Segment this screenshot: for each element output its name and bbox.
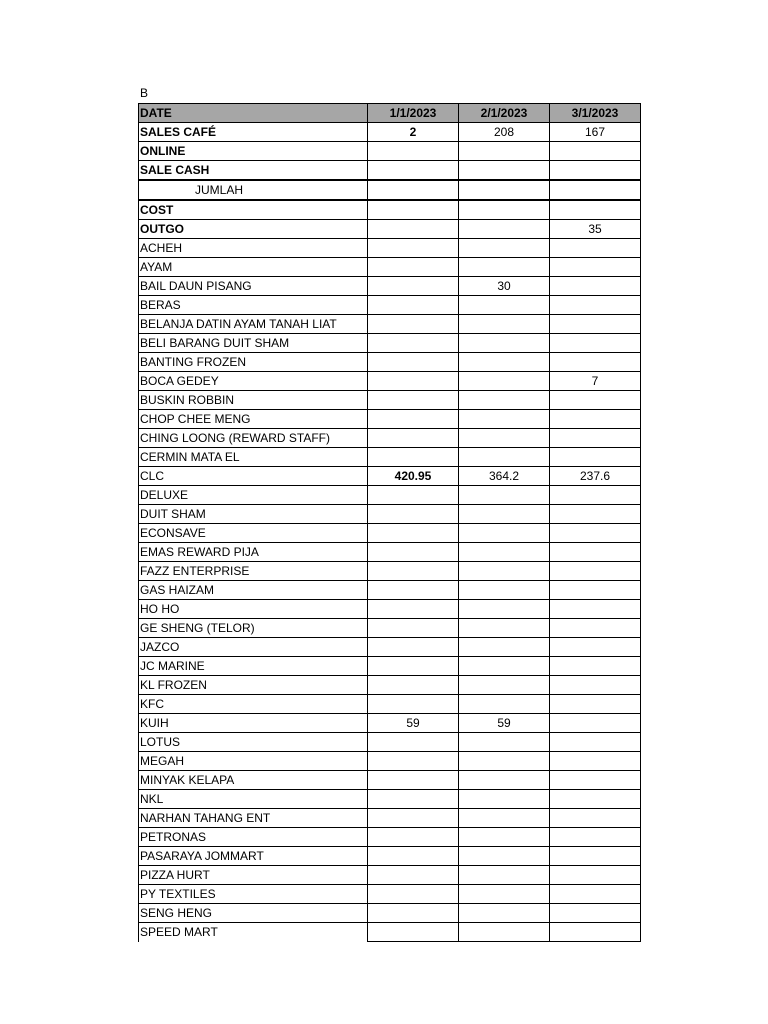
- table-row: [139, 733, 641, 752]
- value-cell[interactable]: [550, 180, 641, 200]
- value-cell[interactable]: [368, 429, 459, 448]
- ledger-table: [138, 103, 641, 942]
- value-cell[interactable]: [368, 752, 459, 771]
- table-row: [139, 315, 641, 334]
- row-label-cell: BERAS: [139, 296, 368, 315]
- value-cell[interactable]: [550, 714, 641, 733]
- table-row: [139, 505, 641, 524]
- row-label-cell: NARHAN TAHANG ENT: [139, 809, 368, 828]
- row-label-cell: ONLINE: [139, 142, 368, 161]
- value-cell[interactable]: [368, 180, 459, 200]
- value-cell[interactable]: [368, 239, 459, 258]
- value-cell[interactable]: [459, 676, 550, 695]
- value-cell[interactable]: [550, 296, 641, 315]
- table-row: [139, 180, 641, 200]
- table-row: [139, 467, 641, 486]
- value-cell[interactable]: [368, 220, 459, 239]
- row-label-cell: MEGAH: [139, 752, 368, 771]
- value-cell[interactable]: [550, 391, 641, 410]
- value-cell[interactable]: [368, 505, 459, 524]
- value-cell[interactable]: [550, 429, 641, 448]
- row-label-cell: CHOP CHEE MENG: [139, 410, 368, 429]
- value-cell[interactable]: [459, 161, 550, 181]
- value-cell[interactable]: [550, 828, 641, 847]
- value-cell[interactable]: [550, 657, 641, 676]
- table-row: [139, 448, 641, 467]
- table-row: [139, 638, 641, 657]
- value-cell[interactable]: 167: [550, 123, 641, 142]
- table-row: [139, 543, 641, 562]
- value-cell[interactable]: [459, 581, 550, 600]
- value-cell[interactable]: [368, 334, 459, 353]
- value-cell[interactable]: [459, 353, 550, 372]
- table-row: [139, 695, 641, 714]
- value-cell[interactable]: [459, 847, 550, 866]
- table-row: [139, 391, 641, 410]
- value-cell[interactable]: [459, 239, 550, 258]
- table-row: [139, 524, 641, 543]
- table-row: [139, 334, 641, 353]
- row-label-cell: BELI BARANG DUIT SHAM: [139, 334, 368, 353]
- value-cell[interactable]: [459, 505, 550, 524]
- value-cell[interactable]: [368, 695, 459, 714]
- value-cell[interactable]: [550, 733, 641, 752]
- table-row: [139, 486, 641, 505]
- value-cell[interactable]: [368, 543, 459, 562]
- value-cell[interactable]: [368, 828, 459, 847]
- table-row: [139, 562, 641, 581]
- row-label-cell: DUIT SHAM: [139, 505, 368, 524]
- table-row: [139, 239, 641, 258]
- value-cell[interactable]: [368, 904, 459, 923]
- value-cell[interactable]: [459, 200, 550, 220]
- value-cell[interactable]: [368, 600, 459, 619]
- value-cell[interactable]: [368, 161, 459, 181]
- row-label-cell: KUIH: [139, 714, 368, 733]
- row-label-cell: BELANJA DATIN AYAM TANAH LIAT: [139, 315, 368, 334]
- value-cell[interactable]: [368, 581, 459, 600]
- value-cell[interactable]: [368, 923, 459, 942]
- value-cell[interactable]: [550, 258, 641, 277]
- row-label-cell: BAIL DAUN PISANG: [139, 277, 368, 296]
- table-row: [139, 809, 641, 828]
- value-cell[interactable]: [368, 315, 459, 334]
- value-cell[interactable]: [368, 790, 459, 809]
- value-cell[interactable]: 35: [550, 220, 641, 239]
- row-label-cell: BUSKIN ROBBIN: [139, 391, 368, 410]
- row-label-cell: CERMIN MATA EL: [139, 448, 368, 467]
- table-row: [139, 619, 641, 638]
- value-cell[interactable]: [368, 885, 459, 904]
- value-cell[interactable]: [459, 923, 550, 942]
- value-cell[interactable]: [550, 885, 641, 904]
- row-label-cell: SALE CASH: [139, 161, 368, 181]
- value-cell[interactable]: [368, 657, 459, 676]
- value-cell[interactable]: [550, 543, 641, 562]
- table-row: [139, 200, 641, 220]
- value-cell[interactable]: [368, 486, 459, 505]
- value-cell[interactable]: [368, 866, 459, 885]
- row-label-cell: PIZZA HURT: [139, 866, 368, 885]
- value-cell[interactable]: [368, 847, 459, 866]
- table-row: [139, 258, 641, 277]
- value-cell[interactable]: [459, 180, 550, 200]
- table-row: [139, 676, 641, 695]
- table-row: [139, 885, 641, 904]
- value-cell[interactable]: [459, 600, 550, 619]
- row-label-cell: JAZCO: [139, 638, 368, 657]
- table-row: [139, 771, 641, 790]
- value-cell[interactable]: 364.2: [459, 467, 550, 486]
- value-cell[interactable]: [550, 277, 641, 296]
- table-row: [139, 142, 641, 161]
- value-cell[interactable]: [550, 904, 641, 923]
- value-cell[interactable]: [459, 429, 550, 448]
- row-label-cell: JUMLAH: [139, 180, 368, 200]
- value-cell[interactable]: [459, 220, 550, 239]
- row-label-cell: SENG HENG: [139, 904, 368, 923]
- table-row: [139, 410, 641, 429]
- value-cell[interactable]: [368, 676, 459, 695]
- value-cell[interactable]: 2: [368, 123, 459, 142]
- value-cell[interactable]: [459, 448, 550, 467]
- value-cell[interactable]: [550, 142, 641, 161]
- value-cell[interactable]: [459, 410, 550, 429]
- value-cell[interactable]: [550, 771, 641, 790]
- value-cell[interactable]: [459, 524, 550, 543]
- value-cell[interactable]: [459, 733, 550, 752]
- value-cell[interactable]: 237.6: [550, 467, 641, 486]
- value-cell[interactable]: [550, 334, 641, 353]
- table-row: [139, 714, 641, 733]
- value-cell[interactable]: [368, 733, 459, 752]
- value-cell[interactable]: [550, 581, 641, 600]
- value-cell[interactable]: 420.95: [368, 467, 459, 486]
- row-label-cell: KL FROZEN: [139, 676, 368, 695]
- value-cell[interactable]: [459, 866, 550, 885]
- value-cell[interactable]: [368, 391, 459, 410]
- row-label-cell: KFC: [139, 695, 368, 714]
- table-row: [139, 828, 641, 847]
- row-label-cell: SALES CAFÉ: [139, 123, 368, 142]
- table-row: [139, 372, 641, 391]
- value-cell[interactable]: [368, 524, 459, 543]
- value-cell[interactable]: [550, 866, 641, 885]
- value-cell[interactable]: [550, 923, 641, 942]
- row-label-cell: ECONSAVE: [139, 524, 368, 543]
- value-cell[interactable]: [459, 296, 550, 315]
- value-cell[interactable]: [459, 142, 550, 161]
- value-cell[interactable]: [368, 200, 459, 220]
- value-cell[interactable]: [368, 258, 459, 277]
- row-label-cell: DELUXE: [139, 486, 368, 505]
- row-label-cell: LOTUS: [139, 733, 368, 752]
- value-cell[interactable]: [550, 161, 641, 181]
- value-cell[interactable]: [459, 638, 550, 657]
- value-cell[interactable]: 30: [459, 277, 550, 296]
- table-row: [139, 296, 641, 315]
- table-row: [139, 600, 641, 619]
- table-row: [139, 277, 641, 296]
- value-cell[interactable]: [459, 790, 550, 809]
- value-cell[interactable]: [550, 752, 641, 771]
- header-cell-date: 1/1/2023: [368, 104, 459, 123]
- value-cell[interactable]: [459, 562, 550, 581]
- value-cell[interactable]: [368, 372, 459, 391]
- value-cell[interactable]: [459, 619, 550, 638]
- table-row: [139, 123, 641, 142]
- value-cell[interactable]: [550, 448, 641, 467]
- value-cell[interactable]: [550, 524, 641, 543]
- table-row: [139, 904, 641, 923]
- value-cell[interactable]: [368, 638, 459, 657]
- table-row: [139, 866, 641, 885]
- row-label-cell: AYAM: [139, 258, 368, 277]
- value-cell[interactable]: 59: [368, 714, 459, 733]
- row-label-cell: PASARAYA JOMMART: [139, 847, 368, 866]
- header-cell-date: 3/1/2023: [550, 104, 641, 123]
- value-cell[interactable]: [550, 562, 641, 581]
- value-cell[interactable]: [550, 638, 641, 657]
- value-cell[interactable]: [368, 771, 459, 790]
- row-label-cell: GAS HAIZAM: [139, 581, 368, 600]
- value-cell[interactable]: [459, 258, 550, 277]
- value-cell[interactable]: [368, 809, 459, 828]
- value-cell[interactable]: [550, 600, 641, 619]
- header-cell-label: DATE: [139, 104, 368, 123]
- value-cell[interactable]: [368, 277, 459, 296]
- value-cell[interactable]: [368, 448, 459, 467]
- value-cell[interactable]: [550, 486, 641, 505]
- row-label-cell: ACHEH: [139, 239, 368, 258]
- value-cell[interactable]: 59: [459, 714, 550, 733]
- value-cell[interactable]: [459, 695, 550, 714]
- table-row: [139, 923, 641, 942]
- value-cell[interactable]: [368, 619, 459, 638]
- value-cell[interactable]: [459, 391, 550, 410]
- sheet-label: B: [140, 86, 149, 100]
- value-cell[interactable]: [550, 847, 641, 866]
- value-cell[interactable]: [459, 904, 550, 923]
- value-cell[interactable]: 7: [550, 372, 641, 391]
- header-row: [139, 104, 641, 123]
- value-cell[interactable]: [550, 505, 641, 524]
- value-cell[interactable]: [459, 828, 550, 847]
- value-cell[interactable]: [459, 372, 550, 391]
- row-label-cell: EMAS REWARD PIJA: [139, 543, 368, 562]
- value-cell[interactable]: [550, 410, 641, 429]
- value-cell[interactable]: [550, 239, 641, 258]
- value-cell[interactable]: [550, 200, 641, 220]
- table-row: [139, 790, 641, 809]
- table-row: [139, 429, 641, 448]
- value-cell[interactable]: [550, 790, 641, 809]
- row-label-cell: FAZZ ENTERPRISE: [139, 562, 368, 581]
- value-cell[interactable]: [550, 619, 641, 638]
- value-cell[interactable]: [550, 353, 641, 372]
- value-cell[interactable]: [368, 410, 459, 429]
- value-cell[interactable]: [550, 676, 641, 695]
- row-label-cell: COST: [139, 200, 368, 220]
- value-cell[interactable]: [459, 543, 550, 562]
- value-cell[interactable]: [550, 315, 641, 334]
- table-row: [139, 847, 641, 866]
- value-cell[interactable]: [459, 315, 550, 334]
- header-cell-date: 2/1/2023: [459, 104, 550, 123]
- value-cell[interactable]: [368, 562, 459, 581]
- value-cell[interactable]: [550, 695, 641, 714]
- value-cell[interactable]: [368, 353, 459, 372]
- value-cell[interactable]: [368, 296, 459, 315]
- value-cell[interactable]: [459, 885, 550, 904]
- table-row: [139, 657, 641, 676]
- value-cell[interactable]: [368, 142, 459, 161]
- row-label-cell: PY TEXTILES: [139, 885, 368, 904]
- row-label-cell: GE SHENG (TELOR): [139, 619, 368, 638]
- row-label-cell: CLC: [139, 467, 368, 486]
- value-cell[interactable]: [459, 752, 550, 771]
- value-cell[interactable]: [459, 486, 550, 505]
- row-label-cell: HO HO: [139, 600, 368, 619]
- row-label-cell: JC MARINE: [139, 657, 368, 676]
- value-cell[interactable]: [459, 771, 550, 790]
- value-cell[interactable]: [550, 809, 641, 828]
- row-label-cell: CHING LOONG (REWARD STAFF): [139, 429, 368, 448]
- table-row: [139, 581, 641, 600]
- ledger-body: [139, 104, 641, 942]
- value-cell[interactable]: [459, 334, 550, 353]
- table-row: [139, 353, 641, 372]
- table-row: [139, 752, 641, 771]
- row-label-cell: BANTING FROZEN: [139, 353, 368, 372]
- value-cell[interactable]: 208: [459, 123, 550, 142]
- table-row: [139, 220, 641, 239]
- row-label-cell: OUTGO: [139, 220, 368, 239]
- table-row: [139, 161, 641, 181]
- value-cell[interactable]: [459, 657, 550, 676]
- row-label-cell: MINYAK KELAPA: [139, 771, 368, 790]
- row-label-cell: NKL: [139, 790, 368, 809]
- row-label-cell: PETRONAS: [139, 828, 368, 847]
- row-label-cell: SPEED MART: [139, 923, 368, 942]
- value-cell[interactable]: [459, 809, 550, 828]
- row-label-cell: BOCA GEDEY: [139, 372, 368, 391]
